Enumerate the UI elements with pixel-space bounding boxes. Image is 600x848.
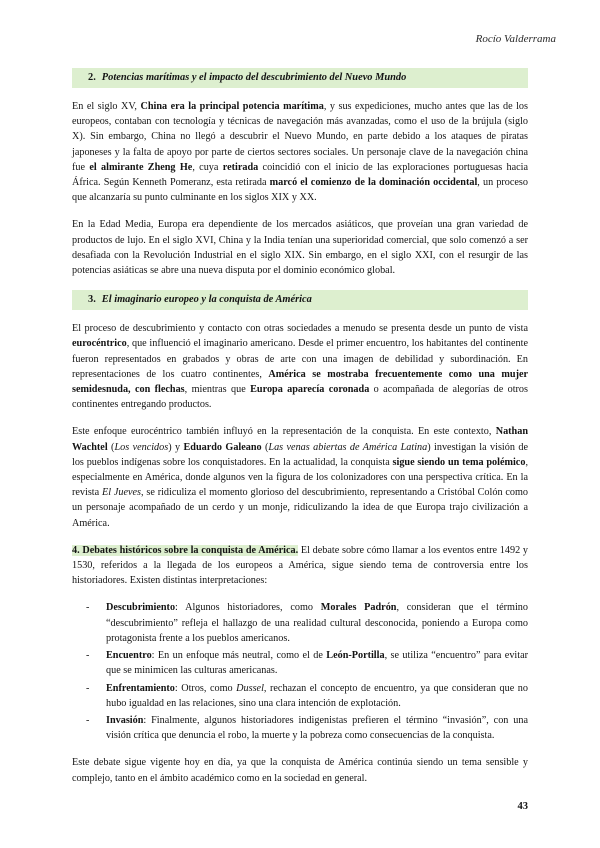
list-item xyxy=(86,648,528,678)
emphasis-text: el almirante Zheng He xyxy=(89,161,193,173)
author-name: Morales Padrón xyxy=(320,602,397,614)
text-run: : Finalmente, algunos historiadores indigenistas prefieren el término “invasión”, con una visión crítica que denuncia el robo, la muerte y la pobreza como consecuencias de la conquista. xyxy=(106,714,528,742)
text-run: ) investigan la visión de los pueblos indígenas sobre los conquistadores. En la actualidad, la conquista xyxy=(72,441,528,468)
list-item xyxy=(86,600,528,646)
text-run: El proceso de descubrimiento y contacto con otras sociedades a menudo se presenta desde un punto de vista xyxy=(72,323,528,335)
text-run: , y sus expediciones, mucho antes que las de los europeos, contaban con tecnología y técnicas de navegación más avanzadas, como el uso de la brújula (siglo X). Sin embargo, China no llegó a descubrir el Nuevo Mundo, en parte debido a los ataques de piratas japoneses y la falta de apoyo por parte de ciertos sectores sociales. Un personaje clave de la navegación china fue xyxy=(72,101,528,173)
emphasis-text: sigue siendo un tema polémico xyxy=(392,456,526,468)
author-name: León-Portilla xyxy=(326,650,385,662)
text-run: , rechazan el concepto de encuentro, ya que consideran que no hubo igualdad en las relaciones, sino una clara intención de explotación. xyxy=(106,682,528,709)
section-2-paragraph-1 xyxy=(72,99,528,205)
text-run: coincidió con el inicio de las exploraciones portuguesas hacia África. Según Kenneth Pomeranz, esta retirada xyxy=(72,161,528,189)
section-2-number: 2. xyxy=(88,72,96,83)
text-run: , especialmente en América, donde algunos ven la figura de los colonizadores con una perspectiva crítica. En la revista xyxy=(72,456,528,499)
text-run: , cuya xyxy=(192,161,223,173)
text-run: : Algunos historiadores, como xyxy=(175,602,321,614)
list-item xyxy=(86,713,528,743)
term-label: Encuentro xyxy=(106,650,152,662)
author-name: Nathan Wachtel xyxy=(72,426,528,453)
text-run: En el siglo XV, xyxy=(72,101,141,112)
section-2-title: Potencias marítimas y el impacto del descubrimiento del Nuevo Mundo xyxy=(101,72,407,83)
text-run: , consideran que el término “descubrimiento” refleja el hallazgo de una realidad cultural desconocida, poniendo a Europa como protagonista frente a los pueblos americanos. xyxy=(106,602,528,644)
emphasis-text: Europa aparecía coronada xyxy=(250,384,370,396)
section-4-intro xyxy=(72,543,528,589)
emphasis-text: China era la principal potencia marítima xyxy=(140,101,324,112)
text-run: , un proceso que alcanzaría su punto culminante en los siglos XIX y XX. xyxy=(72,177,528,204)
text-run: , mientras que xyxy=(184,384,251,396)
section-2-paragraph-2: En la Edad Media, Europa era dependiente de los mercados asiáticos, que proveían una gran variedad de productos de lujo. En el siglo XVI, China y la India tenían una superioridad comercial, que solo comenzó a ser desafiada con la Revolución Industrial en el siglo XIX. Sin embargo, en el siglo XXI, con el resurgir de las potencias asiáticas se abre una nueva disputa por el dominio económico global. xyxy=(72,219,528,277)
author-header: Rocío Valderrama xyxy=(475,33,556,45)
page-number: 43 xyxy=(517,801,528,812)
interpretations-list xyxy=(72,600,528,743)
text-run: : Otros, como xyxy=(174,682,237,694)
text-run: , se ridiculiza el momento glorioso del descubrimiento, representando a Cristóbal Colón como un personaje acompañado de un cerdo y un monje, ridiculizando la idea de que Europa trajo civilización a América. xyxy=(72,487,529,529)
author-name: Dussel xyxy=(236,682,264,694)
section-3-paragraph-2 xyxy=(72,424,528,530)
section-3-heading xyxy=(72,290,528,310)
page-content xyxy=(72,68,528,798)
section-3-number: 3. xyxy=(88,294,96,306)
text-run: , que influenció el imaginario americano. Desde el primer encuentro, los habitantes del continente fueron representados en grabados y obras de arte con una imagen de debilidad y subordinación. En representaciones de los cuatro continentes, xyxy=(72,338,528,380)
term-label: Invasión xyxy=(106,714,144,726)
term-label: Enfrentamiento xyxy=(106,682,175,694)
text-run: El debate sobre cómo llamar a los eventos entre 1492 y 1530, referidos a la llegada de los europeos a América, sigue siendo tema de controversia entre los historiadores. Existen distintas interpretaciones: xyxy=(72,544,529,587)
text-run: , se utiliza “encuentro” para evitar que se minimicen las culturas americanas. xyxy=(106,650,529,677)
text-run: ( xyxy=(261,441,269,453)
text-run: ) y xyxy=(168,441,184,453)
emphasis-text: marcó el comienzo de la dominación occidental xyxy=(269,177,478,189)
magazine-title: El Jueves xyxy=(101,487,142,499)
section-4-closing: Este debate sigue vigente hoy en día, ya que la conquista de América continúa siendo un tema sensible y complejo, tanto en el ámbito académico como en la sociedad en general. xyxy=(72,757,528,784)
text-run: : En un enfoque más neutral, como el de xyxy=(151,650,327,662)
text-run: Este enfoque eurocéntrico también influyó en la representación de la conquista. En este contexto, xyxy=(72,426,496,438)
section-2-heading xyxy=(72,68,528,88)
emphasis-text: América se mostraba frecuentemente como una mujer semidesnuda, con flechas xyxy=(72,368,529,396)
term-label: Descubrimiento xyxy=(106,602,176,614)
book-title: Las venas abiertas de América Latina xyxy=(268,441,428,453)
text-run: o acompañada de alegorías de otros continentes entregando productos. xyxy=(72,384,528,411)
author-name: Eduardo Galeano xyxy=(183,441,262,453)
text-run: ( xyxy=(107,441,115,453)
book-title: Los vencidos xyxy=(114,441,169,453)
emphasis-text: eurocéntrico xyxy=(72,338,127,350)
section-3-title: El imaginario europeo y la conquista de América xyxy=(101,294,312,306)
list-item xyxy=(86,681,528,711)
section-4-heading: 4. Debates históricos sobre la conquista de América. xyxy=(72,544,299,556)
emphasis-text: retirada xyxy=(222,161,259,173)
section-3-paragraph-1 xyxy=(72,321,528,412)
